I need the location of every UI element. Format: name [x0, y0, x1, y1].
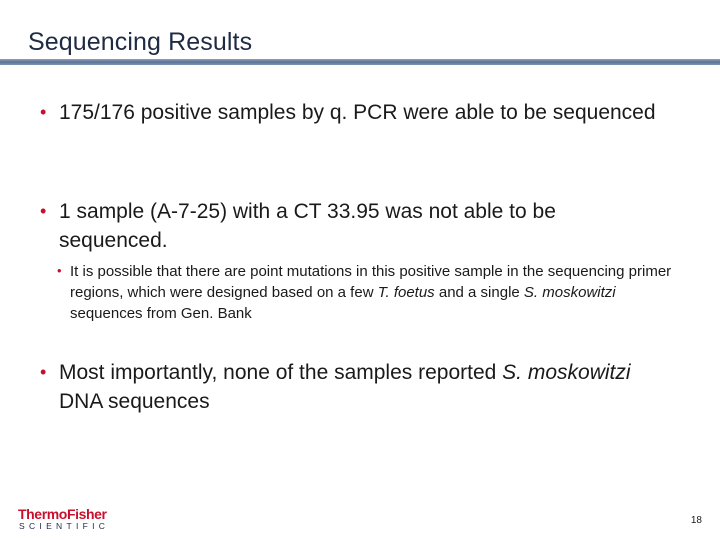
bullet-marker: • [40, 102, 47, 122]
species-name: T. foetus [377, 284, 435, 301]
page-number: 18 [690, 515, 702, 526]
bullet-text: 175/176 positive samples by q. PCR were able to be sequenced [59, 101, 656, 124]
bullet-marker: • [40, 362, 47, 382]
bullet-item-1 [40, 98, 669, 127]
text-segment: DNA sequences [59, 390, 210, 413]
species-name: S. moskowitzi [502, 361, 631, 384]
bullet-marker: • [57, 263, 62, 278]
company-logo [18, 507, 120, 531]
bullet-item-3 [40, 358, 669, 416]
text-segment: sequences from Gen. Bank [70, 305, 252, 322]
bullet-marker: • [40, 201, 47, 221]
text-segment: and a single [434, 284, 524, 301]
text-segment: Most importantly, none of the samples reported [59, 361, 503, 384]
bullet-text [59, 361, 631, 413]
text-segment: It is possible that there are point mutations in this positive sample in the sequencing primer regions, which were designed based on a few [70, 263, 672, 301]
sub-bullet-text [70, 263, 671, 322]
bullet-item-2 [40, 197, 669, 255]
logo-wordmark: ThermoFisher [18, 506, 107, 522]
logo-subtitle: SCIENTIFIC [19, 521, 110, 531]
title-divider [0, 59, 720, 65]
page-title: Sequencing Results [28, 28, 253, 56]
sub-bullet-item [57, 261, 682, 324]
bullet-text: 1 sample (A-7-25) with a CT 33.95 was not able to be sequenced. [59, 200, 556, 252]
species-name: S. moskowitzi [523, 284, 616, 301]
